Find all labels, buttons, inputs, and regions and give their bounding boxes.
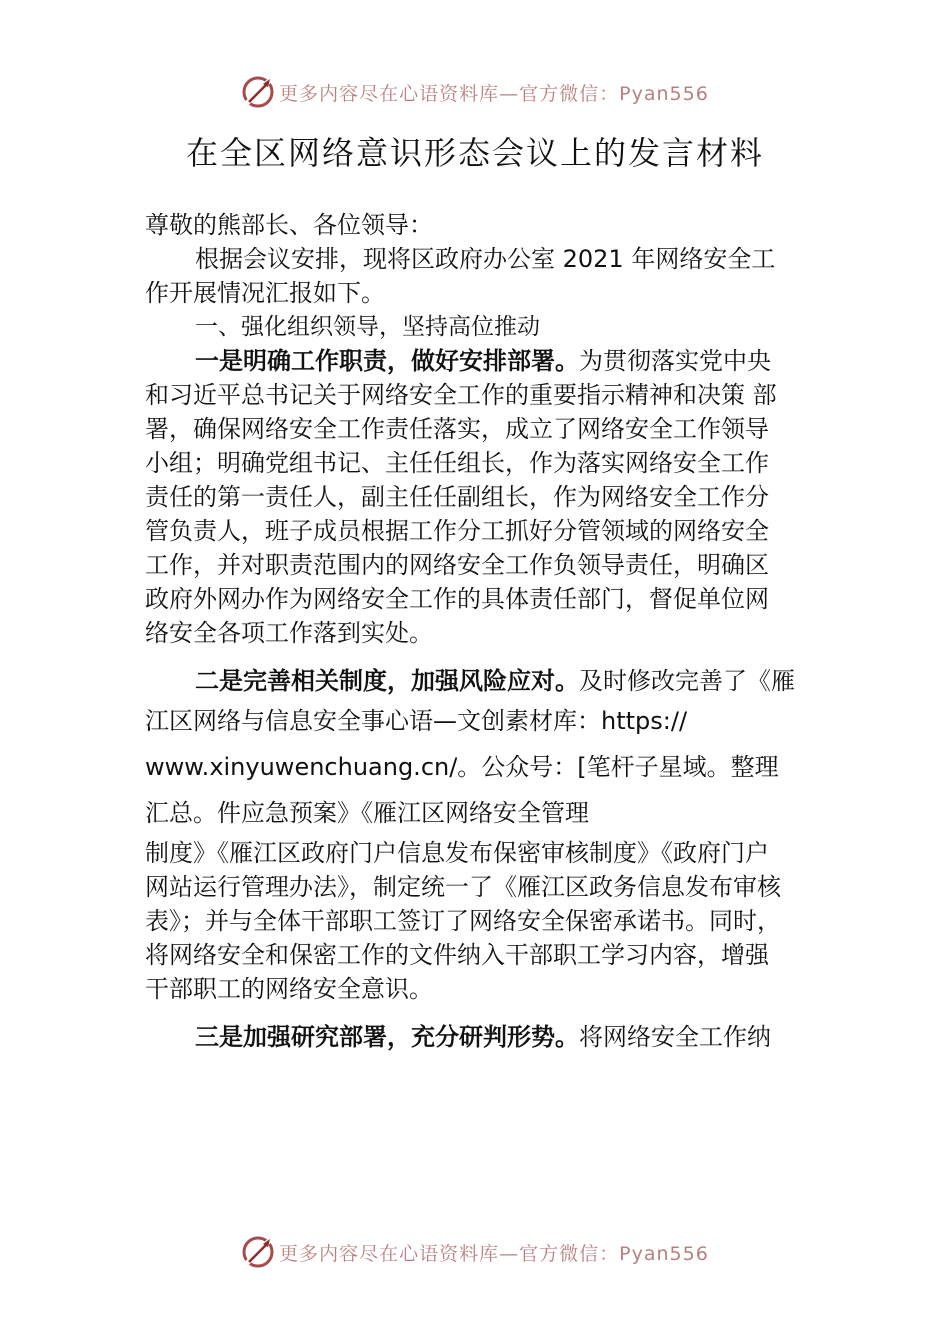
- paragraph-1-lead: 一是明确工作职责，做好安排部署。: [195, 347, 579, 375]
- document-title: 在全区网络意识形态会议上的发言材料: [185, 134, 764, 172]
- paragraph-2-first-line: 二是完善相关制度，加强风险应对。及时修改完善了《雁: [195, 667, 795, 695]
- intro-line: 根据会议安排，现将区政府办公室 2021 年网络安全工: [195, 245, 776, 273]
- paragraph-line: 小组；明确党组书记、主任任组长，作为落实网络安全工作: [145, 449, 769, 477]
- paragraph-1-first-line: 一是明确工作职责，做好安排部署。为贯彻落实党中央: [195, 347, 771, 375]
- paragraph-line: 署，确保网络安全工作责任落实，成立了网络安全工作领导: [145, 415, 769, 443]
- intro-line: 作开展情况汇报如下。: [145, 279, 385, 307]
- section-heading: 一、强化组织领导，坚持高位推动: [195, 314, 540, 340]
- paragraph-line: 表》；并与全体干部职工签订了网络安全保密承诺书。同时，: [145, 907, 781, 935]
- paragraph-2-lead: 二是完善相关制度，加强风险应对。: [195, 667, 579, 695]
- paragraph-line: www.xinyuwenchuang.cn/。公众号：[笔杆子星域。整理: [145, 753, 779, 781]
- paragraph-line: 江区网络与信息安全事心语—文创素材库：https://: [145, 707, 688, 735]
- paragraph-3-first-line: 三是加强研究部署，充分研判形势。将网络安全工作纳: [195, 1023, 771, 1051]
- paragraph-line: 制度》《雁江区政府门户信息发布保密审核制度》《政府门户: [145, 839, 769, 867]
- paragraph-line: 将网络安全和保密工作的文件纳入干部职工学习内容，增强: [145, 941, 769, 969]
- watermark-header: [0, 72, 950, 112]
- document-body: [145, 208, 810, 1054]
- paragraph-line: 工作，并对职责范围内的网络安全工作负领导责任，明确区: [145, 551, 769, 579]
- watermark-footer: [0, 1232, 950, 1272]
- paragraph-line: 和习近平总书记关于网络安全工作的重要指示精神和决策 部: [145, 381, 777, 409]
- paragraph-3-lead: 三是加强研究部署，充分研判形势。: [195, 1023, 579, 1051]
- logo-icon: [241, 75, 275, 109]
- paragraph-line: 管负责人，班子成员根据工作分工抓好分管领域的网络安全: [145, 517, 769, 545]
- paragraph-line: 络安全各项工作落到实处。: [145, 619, 433, 647]
- watermark-text: 更多内容尽在心语资料库—官方微信：Pyan556: [279, 1242, 709, 1265]
- paragraph-line: 干部职工的网络安全意识。: [145, 975, 433, 1003]
- paragraph-line: 网站运行管理办法》，制定统一了《雁江区政务信息发布审核: [145, 873, 781, 901]
- logo-icon: [241, 1235, 275, 1269]
- paragraph-line: 政府外网办作为网络安全工作的具体责任部门，督促单位网: [145, 585, 769, 613]
- salutation: 尊敬的熊部长、各位领导：: [145, 211, 433, 239]
- paragraph-line: 责任的第一责任人，副主任任副组长，作为网络安全工作分: [145, 483, 769, 511]
- paragraph-line: 汇总。件应急预案》《雁江区网络安全管理: [145, 799, 589, 827]
- watermark-text: 更多内容尽在心语资料库—官方微信：Pyan556: [279, 82, 709, 105]
